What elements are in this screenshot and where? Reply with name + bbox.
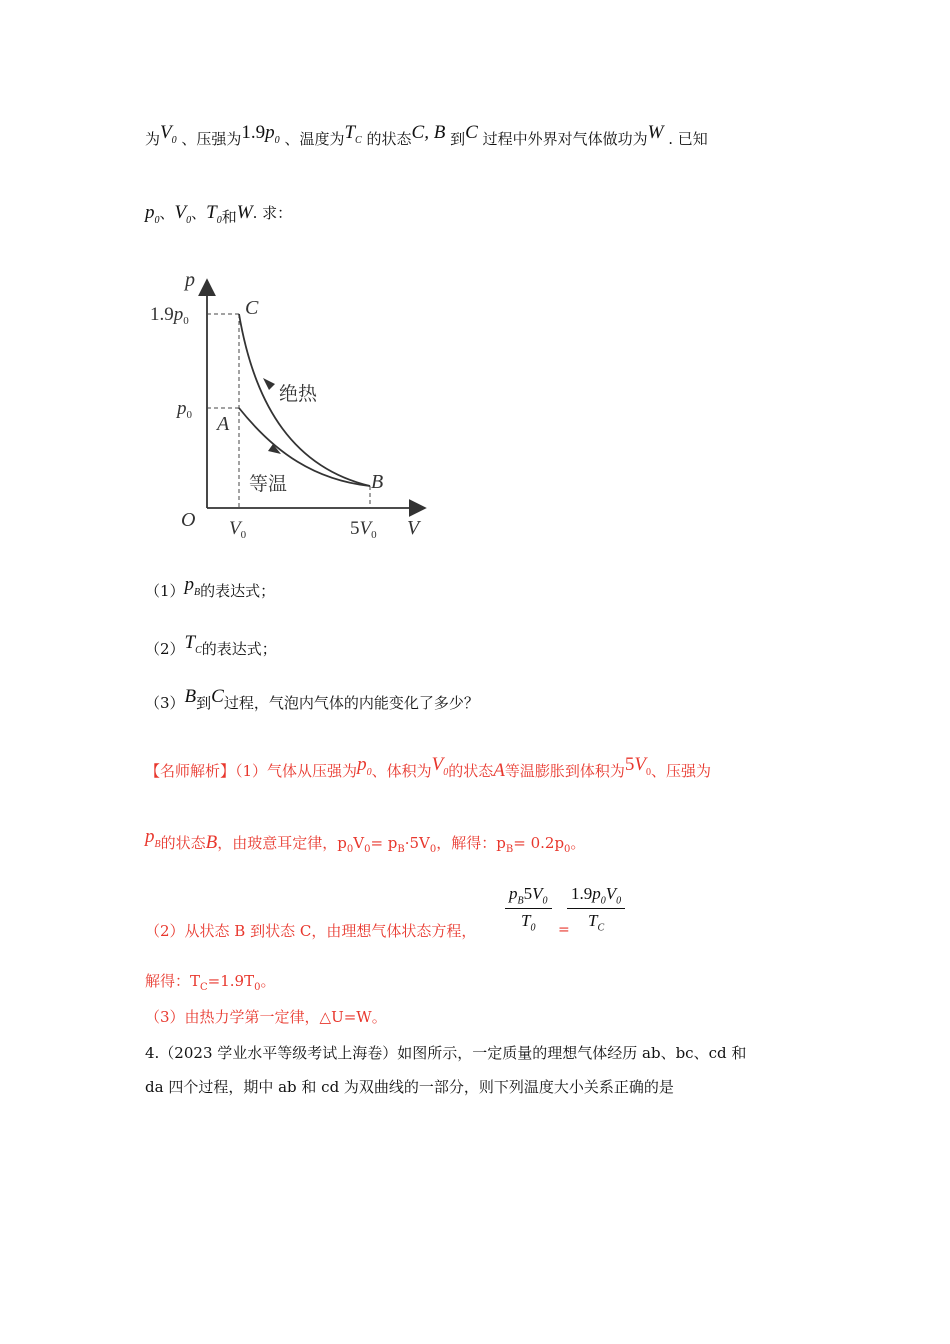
text: 过程中外界对气体做功为 <box>482 130 648 148</box>
pv-diagram <box>145 258 445 552</box>
math-v0: $V_0$ <box>431 754 449 778</box>
math-c: C <box>211 686 224 707</box>
text: 等温膨胀到体积为 <box>504 762 625 780</box>
math-5v0: $5V_0$ <box>624 754 651 778</box>
text: 4.（2023 学业水平等级考试上海卷）如图所示，一定质量的理想气体经历 ab、bc、cd 和 <box>145 1044 747 1062</box>
text-line-2 <box>145 202 292 226</box>
text: 的状态 <box>448 762 494 780</box>
text: 、 <box>191 204 207 222</box>
answer-line-1 <box>145 754 711 784</box>
text: 、体积为 <box>371 762 432 780</box>
math-a: A <box>493 760 505 781</box>
tick-1-9p0: $1.9p_0$ <box>150 304 189 327</box>
answer-line-3 <box>145 920 476 941</box>
math-c: C <box>465 122 478 143</box>
text-line-1 <box>145 122 708 152</box>
q-text: 过程，气泡内气体的内能变化了多少？ <box>223 694 479 712</box>
equals-sign: = <box>558 922 570 938</box>
math-v0: $V_0$ <box>174 202 192 226</box>
math-tc: $T_C$ <box>184 632 202 656</box>
label-adiabatic: 绝热 <box>279 383 318 405</box>
text: . 已知 <box>668 130 708 148</box>
q-num: （3） <box>145 694 185 712</box>
math-v0: $V_0$ <box>160 122 177 146</box>
fraction-left: $\frac{p_B5V_0}{T_0}$ <box>505 884 552 934</box>
math-p0: $p_0$ <box>265 122 280 146</box>
math-w: W <box>236 202 253 223</box>
math-t0: $T_0$ <box>206 202 222 226</box>
question-4-line-1 <box>145 1042 746 1063</box>
text: 、温度为 <box>284 130 345 148</box>
math-pb: $p_B$ <box>145 826 161 850</box>
fraction-right: $\frac{1.9p_0V_0}{T_C}$ <box>567 884 625 934</box>
question-2 <box>145 632 277 662</box>
text: 的状态 <box>366 130 412 148</box>
pv-diagram-svg <box>145 258 445 548</box>
p-axis-label: p <box>185 269 195 291</box>
math-tc: $T_C$ <box>344 122 362 146</box>
answer-line-5 <box>145 1006 387 1027</box>
adiabatic-arrow <box>263 378 275 390</box>
math-1-9: 1.9 <box>241 122 266 143</box>
question-1 <box>145 574 276 604</box>
math-b: B <box>205 832 218 853</box>
math-p0: $p_0$ <box>145 202 160 226</box>
text: 、压强为 <box>181 130 242 148</box>
text: da 四个过程，期中 ab 和 cd 为双曲线的一部分，则下列温度大小关系正确的是 <box>145 1078 674 1096</box>
math-w: W <box>647 122 664 143</box>
text: （1）气体从压强为 <box>235 762 358 780</box>
q-num: （1） <box>145 582 185 600</box>
label-a: A <box>217 413 230 435</box>
answer-line-4: 解得：$T_C=1.9T_0$。 <box>145 972 276 993</box>
v-axis-label: V <box>407 517 420 539</box>
text: 的状态 <box>160 834 206 852</box>
text: 、 <box>159 204 175 222</box>
text: （2）从状态 B 到状态 C，由理想气体状态方程， <box>145 922 477 940</box>
answer-line-2: $p_B$的状态B，由玻意耳定律，$p_0V_0= p_B\cdot 5V_0$，解得：$p_B= 0.2p_0$。 <box>145 826 586 855</box>
q-text: 的表达式； <box>200 582 276 600</box>
text: 到 <box>196 694 212 712</box>
q-num: （2） <box>145 640 185 658</box>
text: 、压强为 <box>650 762 711 780</box>
tick-5v0: $5V_0$ <box>350 518 377 541</box>
tick-v0: $V_0$ <box>229 518 247 541</box>
text: . 求： <box>252 204 293 222</box>
label-b: B <box>371 471 384 493</box>
text: （3）由热力学第一定律，△U=W。 <box>145 1008 387 1026</box>
text: 和 <box>221 208 237 226</box>
question-3 <box>145 686 479 714</box>
text: 到 <box>450 130 466 148</box>
question-4-line-2 <box>145 1076 674 1097</box>
math-pb: $p_B$ <box>184 574 201 598</box>
math-b: B <box>184 686 197 707</box>
label-c: C <box>245 297 259 319</box>
text: 解得：T <box>145 972 201 990</box>
answer-heading: 【名师解析】 <box>145 762 236 780</box>
origin-label: O <box>181 509 196 531</box>
math-cb: C, B <box>411 122 446 143</box>
tick-p0: $p_0$ <box>177 398 192 421</box>
text: ，由玻意耳定律，p <box>217 834 347 852</box>
label-isothermal: 等温 <box>249 473 288 495</box>
math-p0: $p_0$ <box>357 754 372 778</box>
text: 为 <box>145 130 161 148</box>
q-text: 的表达式； <box>201 640 277 658</box>
